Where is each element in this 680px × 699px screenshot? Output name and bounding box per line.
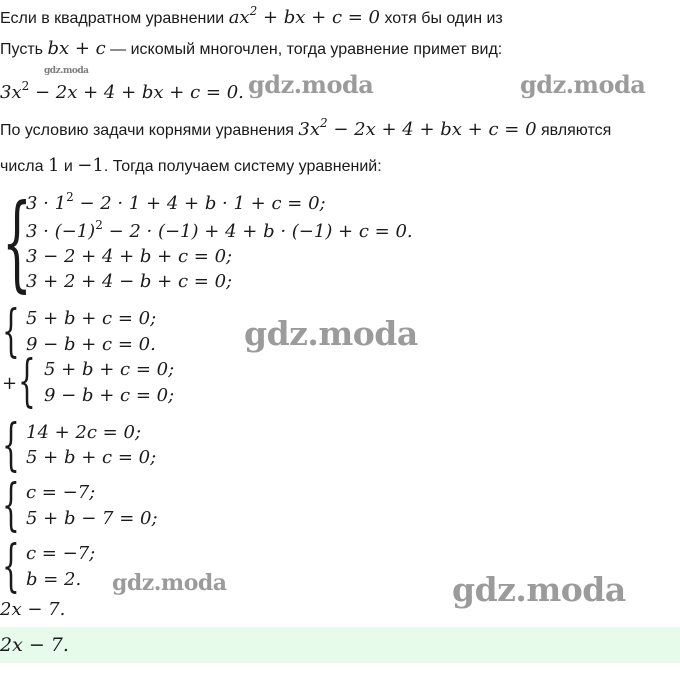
number: −1 xyxy=(77,155,104,176)
intro-tail: . Тогда получаем систему уравнений: xyxy=(103,158,382,175)
system6-row2: b = 2. xyxy=(26,569,82,590)
equation-inline: $ax^2$ + bx + c = 0 xyxy=(228,4,381,28)
brace: { xyxy=(2,299,20,364)
system2-row2: 9 − b + c = 0. xyxy=(26,334,156,355)
intro-line-2 xyxy=(0,39,502,60)
intro-text: Пусть xyxy=(0,41,43,58)
intro-tail: хотя бы один из xyxy=(384,10,503,27)
result-expression: 2x − 7. xyxy=(0,599,66,620)
system2-row1: 5 + b + c = 0; xyxy=(26,308,157,329)
watermark-logo: gdz.moda xyxy=(452,570,626,609)
polynomial-inline: bx + c xyxy=(47,38,106,59)
system4-row2: 5 + b + c = 0; xyxy=(26,447,157,468)
watermark-logo-small: gdz.moda xyxy=(44,66,89,76)
system3-row2: 9 − b + c = 0; xyxy=(44,385,175,406)
watermark-logo: gdz.moda xyxy=(248,70,374,99)
system1-row2: $3 \cdot (-1)^2 - 2 \cdot (-1) + 4 + b \cdot (-1) + c = 0$. xyxy=(26,218,413,242)
system1-row1: $3 \cdot 1^2 - 2 \cdot 1 + 4 + b \cdot 1 + c = 0$; xyxy=(26,190,326,214)
intro-text: Если в квадратном уравнении xyxy=(0,10,225,27)
brace: { xyxy=(18,349,36,414)
brace: { xyxy=(2,181,32,303)
watermark-logo: gdz.moda xyxy=(244,314,418,353)
brace: { xyxy=(2,473,20,538)
watermark-logo: gdz.moda xyxy=(520,70,646,99)
intro-tail: являются xyxy=(541,122,612,139)
system5-row2: 5 + b − 7 = 0; xyxy=(26,508,158,529)
system6-row1: c = −7; xyxy=(26,543,96,564)
system4-row1: 14 + 2c = 0; xyxy=(26,422,142,443)
intro-equation: $3x^2 - 2x + 4$ + bx + c = 0. xyxy=(0,79,244,103)
intro-text: числа xyxy=(0,158,44,175)
watermark-logo: gdz.moda xyxy=(112,570,227,596)
intro-line-1 xyxy=(0,4,503,29)
system1-row3: 3 − 2 + 4 + b + c = 0; xyxy=(26,246,233,267)
intro-line-5 xyxy=(0,156,382,177)
system5-row1: c = −7; xyxy=(26,482,96,503)
number: 1 xyxy=(47,155,60,176)
equation-inline: $3x^2 - 2x + 4$ + bx + c = 0 xyxy=(298,116,537,140)
answer-expression: 2x − 7. xyxy=(0,634,69,656)
system3-row1: 5 + b + c = 0; xyxy=(44,359,175,380)
plus-sign: + xyxy=(2,373,18,394)
brace: { xyxy=(2,413,20,478)
system1-row4: 3 + 2 + 4 − b + c = 0; xyxy=(26,271,233,292)
intro-line-4 xyxy=(0,116,612,141)
intro-text: По условию задачи корнями уравнения xyxy=(0,122,294,139)
intro-tail: — искомый многочлен, тогда уравнение примет вид: xyxy=(110,41,503,58)
brace: { xyxy=(2,534,20,599)
answer-box xyxy=(0,627,680,663)
intro-text: и xyxy=(63,158,73,175)
